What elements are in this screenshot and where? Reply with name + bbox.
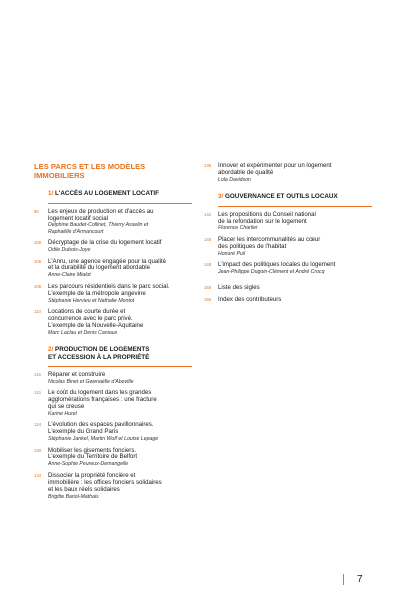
page-number: 7 xyxy=(357,574,363,585)
entry-authors-line: Jean-Philippe Dugoin-Clément et André Crocq xyxy=(218,268,325,275)
entry-page-number: 130 xyxy=(34,447,42,453)
entry-title-line: Les parcours résidentiels dans le parc social. xyxy=(48,282,170,290)
toc-entry xyxy=(204,285,372,292)
section-title-line xyxy=(48,346,192,353)
entry-title-line: Locations de courte durée et xyxy=(48,307,126,315)
entry-title-line: abordable de qualité xyxy=(218,168,274,176)
entry-body xyxy=(48,448,192,468)
section-rule xyxy=(218,206,372,207)
entry-page-number: 134 xyxy=(34,472,42,478)
entry-page-number: 105 xyxy=(34,258,42,264)
toc-entry xyxy=(34,473,192,500)
entry-title-line: agglomérations françaises : une fracture xyxy=(48,396,157,404)
toc-entry xyxy=(204,212,372,232)
section-title-line xyxy=(48,190,192,197)
entry-title-line: L'exemple de la métropole angevine xyxy=(48,289,146,297)
toc-entry xyxy=(34,240,192,253)
entry-title-line: qui se creuse xyxy=(48,403,85,411)
entry-page-number: 100 xyxy=(34,240,42,246)
entry-authors-line: Brigitte Bariol-Mathais xyxy=(48,493,99,500)
toc-entry xyxy=(34,390,192,417)
entry-title-line: L'impact des politiques locales du logement xyxy=(218,261,336,269)
page-number-rule xyxy=(343,574,344,585)
section-title-text: L'ACCÈS AU LOGEMENT LOCATIF xyxy=(55,190,160,198)
entry-title-line: L'évolution des espaces pavillonnaires. xyxy=(48,421,154,429)
entry-authors-line: Honoré Puil xyxy=(218,250,246,257)
entry-authors-line: Raphaëlle d'Armancourt xyxy=(48,228,104,235)
toc-entry xyxy=(204,163,372,183)
entry-authors-line: Stéphanie Jankel, Martin Wolf et Louise Lepage xyxy=(48,436,159,443)
entry-title-line: des politiques de l'habitat xyxy=(218,242,287,250)
toc-right-column xyxy=(204,163,372,309)
entry-title-line: L'exemple de la Nouvelle-Aquitaine xyxy=(48,321,144,329)
entry-body xyxy=(48,209,192,236)
section-number: 1/ xyxy=(48,190,56,198)
entry-body xyxy=(218,237,372,257)
section-title-text: PRODUCTION DE LOGEMENTS xyxy=(55,346,150,354)
entry-title-line: Mobiliser les gisements fonciers. xyxy=(48,446,137,454)
entry-body xyxy=(48,309,192,336)
entry-page-number: 124 xyxy=(34,422,42,428)
entry-title-line: L'exemple du Territoire de Belfort xyxy=(48,453,138,461)
toc-entry xyxy=(34,422,192,442)
entry-title-line: Liste des sigles xyxy=(218,284,260,292)
entry-body xyxy=(48,372,192,385)
entry-title-line: Les propositions du Conseil national xyxy=(218,210,316,218)
toc-entry xyxy=(34,372,192,385)
section-number: 3/ xyxy=(218,193,226,201)
entry-page-number: 116 xyxy=(34,371,41,377)
entry-title-line: et la durabilité du logement abordable xyxy=(48,264,150,272)
entry-page-number: 155 xyxy=(204,285,212,291)
entry-title-line: L'exemple du Grand Paris xyxy=(48,428,119,436)
section-title xyxy=(218,193,372,200)
entry-title-line: concurrence avec le parc privé. xyxy=(48,314,133,322)
entry-authors-line: Karine Hurel xyxy=(48,410,77,417)
entry-title-line: Index des contributeurs xyxy=(218,296,282,304)
toc-entry xyxy=(34,259,192,279)
toc-entry xyxy=(34,284,192,304)
entry-body xyxy=(48,422,192,442)
entry-title-line: Réparer et construire xyxy=(48,370,106,378)
entry-body xyxy=(48,473,192,500)
entry-page-number: 90 xyxy=(34,208,39,214)
toc-entry xyxy=(34,448,192,468)
toc-left-column xyxy=(34,163,192,505)
entry-body xyxy=(218,297,372,304)
entry-body xyxy=(218,262,372,275)
toc-entry xyxy=(204,237,372,257)
entry-authors-line: Stéphanie Hervieu et Nathalie Montot xyxy=(48,297,135,304)
section-title xyxy=(48,346,192,361)
section-1 xyxy=(34,190,192,336)
entry-authors-line: Nicolas Binet et Gwenaëlle d'Aboville xyxy=(48,378,134,385)
entry-title-line: logement locatif social xyxy=(48,214,108,222)
toc-entry xyxy=(34,309,192,336)
section-3 xyxy=(204,193,372,275)
entry-page-number: 136 xyxy=(204,163,212,168)
entry-body xyxy=(48,284,192,304)
toc-entry xyxy=(204,297,372,304)
entry-body xyxy=(218,212,372,232)
section-rule xyxy=(48,366,192,367)
section-title-text: GOUVERNANCE ET OUTILS LOCAUX xyxy=(225,193,338,201)
entry-body xyxy=(48,240,192,253)
toc-entry xyxy=(34,209,192,236)
section-title xyxy=(48,190,192,197)
entry-title-line: et les baux réels solidaires xyxy=(48,485,120,493)
entry-authors-line: Marc Laclau et Denis Caniaux xyxy=(48,329,118,336)
entry-title-line: Placer les intercommunalités au cœur xyxy=(218,235,321,243)
entry-body xyxy=(48,259,192,279)
entry-title-line: Dissocier la propriété foncière et xyxy=(48,471,136,479)
back-matter xyxy=(204,285,372,304)
entry-body xyxy=(218,163,372,183)
entry-page-number: 110 xyxy=(34,308,41,314)
right-top-entries xyxy=(204,163,372,183)
entry-authors-line: Delphine Baudet-Collinet, Thierry Asselin et xyxy=(48,222,149,229)
entry-authors-line: Florence Charlier xyxy=(218,225,258,232)
section-title-line xyxy=(48,354,192,361)
entry-title-line: Les enjeux de production et d'accès au xyxy=(48,207,154,215)
entry-page-number: 121 xyxy=(34,390,42,396)
entry-page-number: 148 xyxy=(204,262,212,268)
entry-authors-line: Anne-Claire Mialot xyxy=(48,272,91,279)
entry-title-line: Le coût du logement dans les grandes xyxy=(48,389,152,397)
section-2 xyxy=(34,346,192,500)
entry-page-number: 142 xyxy=(204,211,212,217)
entry-authors-line: Anne-Sophie Peureux-Demangelle xyxy=(48,461,129,468)
section-title-text: ET ACCESSION À LA PROPRIÉTÉ xyxy=(48,353,150,361)
entry-title-line: L'Anru, une agence engagée pour la qualité xyxy=(48,257,167,265)
entry-title-line: Décryptage de la crise du logement locatif xyxy=(48,239,162,247)
sections xyxy=(34,190,192,500)
entry-title-line: Innover et expérimenter pour un logement xyxy=(218,162,332,169)
section-number: 2/ xyxy=(48,346,56,354)
entry-title-line: de la refondation sur le logement xyxy=(218,217,307,225)
section-rule xyxy=(48,203,192,204)
entry-authors-line: Odile Dubois-Joye xyxy=(48,247,91,254)
entry-page-number: 145 xyxy=(204,236,212,242)
entry-page-number: 156 xyxy=(204,297,212,303)
entry-title-line: immobilière : les offices fonciers solidaires xyxy=(48,478,162,486)
entry-page-number: 106 xyxy=(34,283,42,289)
toc-entry xyxy=(204,262,372,275)
section-title-line xyxy=(218,193,372,200)
section-3 xyxy=(204,193,372,275)
entry-body xyxy=(48,390,192,417)
part-title: LES PARCS ET LES MODÈLES IMMOBILIERS xyxy=(34,162,146,180)
entry-body xyxy=(218,285,372,292)
entry-authors-line: Lola Davidson xyxy=(218,176,251,183)
